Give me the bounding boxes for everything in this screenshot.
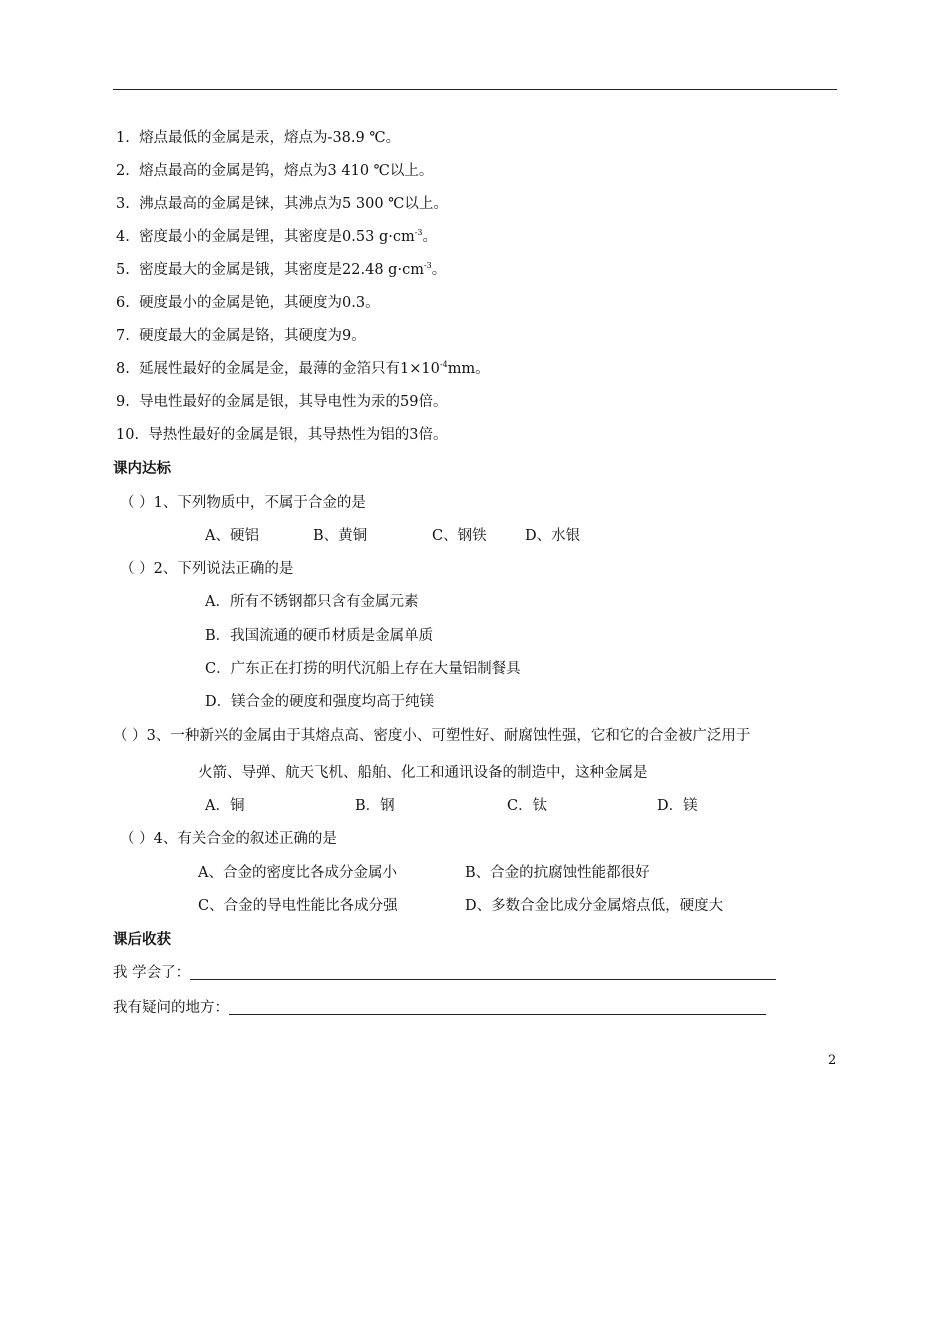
questions-blank[interactable]: [229, 1000, 766, 1015]
fact-7: 7. 硬度最大的金属是铬，其硬度为9。: [116, 328, 366, 344]
q1-option-b: B、黄铜: [313, 528, 368, 544]
question-1-stem: （ ）1、下列物质中，不属于合金的是: [120, 495, 366, 511]
q1-option-c: C、钢铁: [432, 528, 487, 544]
fact-3: 3. 沸点最高的金属是铼，其沸点为5 300 ℃以上。: [116, 196, 448, 212]
page-number: 2: [828, 1053, 837, 1068]
q2-option-d: D．镁合金的硬度和强度均高于纯镁: [205, 694, 435, 710]
q4-option-c: C、合金的导电性能比各成分强: [198, 898, 398, 914]
q2-option-c: C．广东正在打捞的明代沉船上存在大量铝制餐具: [205, 661, 521, 677]
q2-option-b: B．我国流通的硬币材质是金属单质: [205, 628, 434, 644]
q3-option-b: B．钢: [355, 798, 395, 814]
q4-option-b: B、合金的抗腐蚀性能都很好: [465, 865, 650, 881]
q1-option-d: D、水银: [525, 528, 581, 544]
header-rule: [113, 89, 837, 90]
learned-row: [113, 963, 776, 983]
q3-option-a: A．铜: [205, 798, 245, 814]
q2-option-a: A．所有不锈钢都只含有金属元素: [205, 594, 419, 610]
question-4-stem: （ ）4、有关合金的叙述正确的是: [120, 831, 337, 847]
section-heading-after-class: 课后收获: [113, 932, 171, 948]
question-2-stem: （ ）2、下列说法正确的是: [120, 561, 294, 577]
q4-option-a: A、合金的密度比各成分金属小: [198, 865, 397, 881]
q4-option-d: D、多数合金比成分金属熔点低，硬度大: [465, 898, 724, 914]
fact-6: 6. 硬度最小的金属是铯，其硬度为0.3。: [116, 295, 380, 311]
fact-8: 8. 延展性最好的金属是金，最薄的金箔只有$1\times 10^{-4}mm$。: [116, 360, 490, 377]
fact-2: 2. 熔点最高的金属是钨，熔点为3 410 ℃以上。: [116, 163, 434, 179]
question-3-stem: （ ）3、一种新兴的金属由于其熔点高、密度小、可塑性好、耐腐蚀性强，它和它的合金被广泛用于: [113, 728, 751, 744]
learned-label: 我 学会了：: [113, 965, 191, 981]
question-3-stem-continued: 火箭、导弹、航天飞机、船舶、化工和通讯设备的制造中，这种金属是: [198, 765, 648, 781]
learned-blank[interactable]: [190, 965, 776, 980]
section-heading-in-class: 课内达标: [113, 461, 171, 477]
fact-1: 1. 熔点最低的金属是汞，熔点为-38.9 ℃。: [116, 130, 401, 146]
q3-option-d: D．镁: [657, 798, 698, 814]
fact-4: 4. 密度最小的金属是锂，其密度是0.53 $g\cdot cm^{-3}$。: [116, 228, 438, 245]
q1-option-a: A、硬铝: [205, 528, 259, 544]
fact-10: 10. 导热性最好的金属是银，其导热性为铝的3倍。: [116, 427, 448, 443]
q3-option-c: C．钛: [507, 798, 548, 814]
questions-label: 我有疑问的地方：: [113, 1000, 229, 1016]
questions-row: [113, 998, 766, 1018]
fact-5: 5. 密度最大的金属是锇，其密度是22.48 $g\cdot cm^{-3}$。: [116, 261, 447, 278]
fact-9: 9. 导电性最好的金属是银，其导电性为汞的59倍。: [116, 394, 448, 410]
